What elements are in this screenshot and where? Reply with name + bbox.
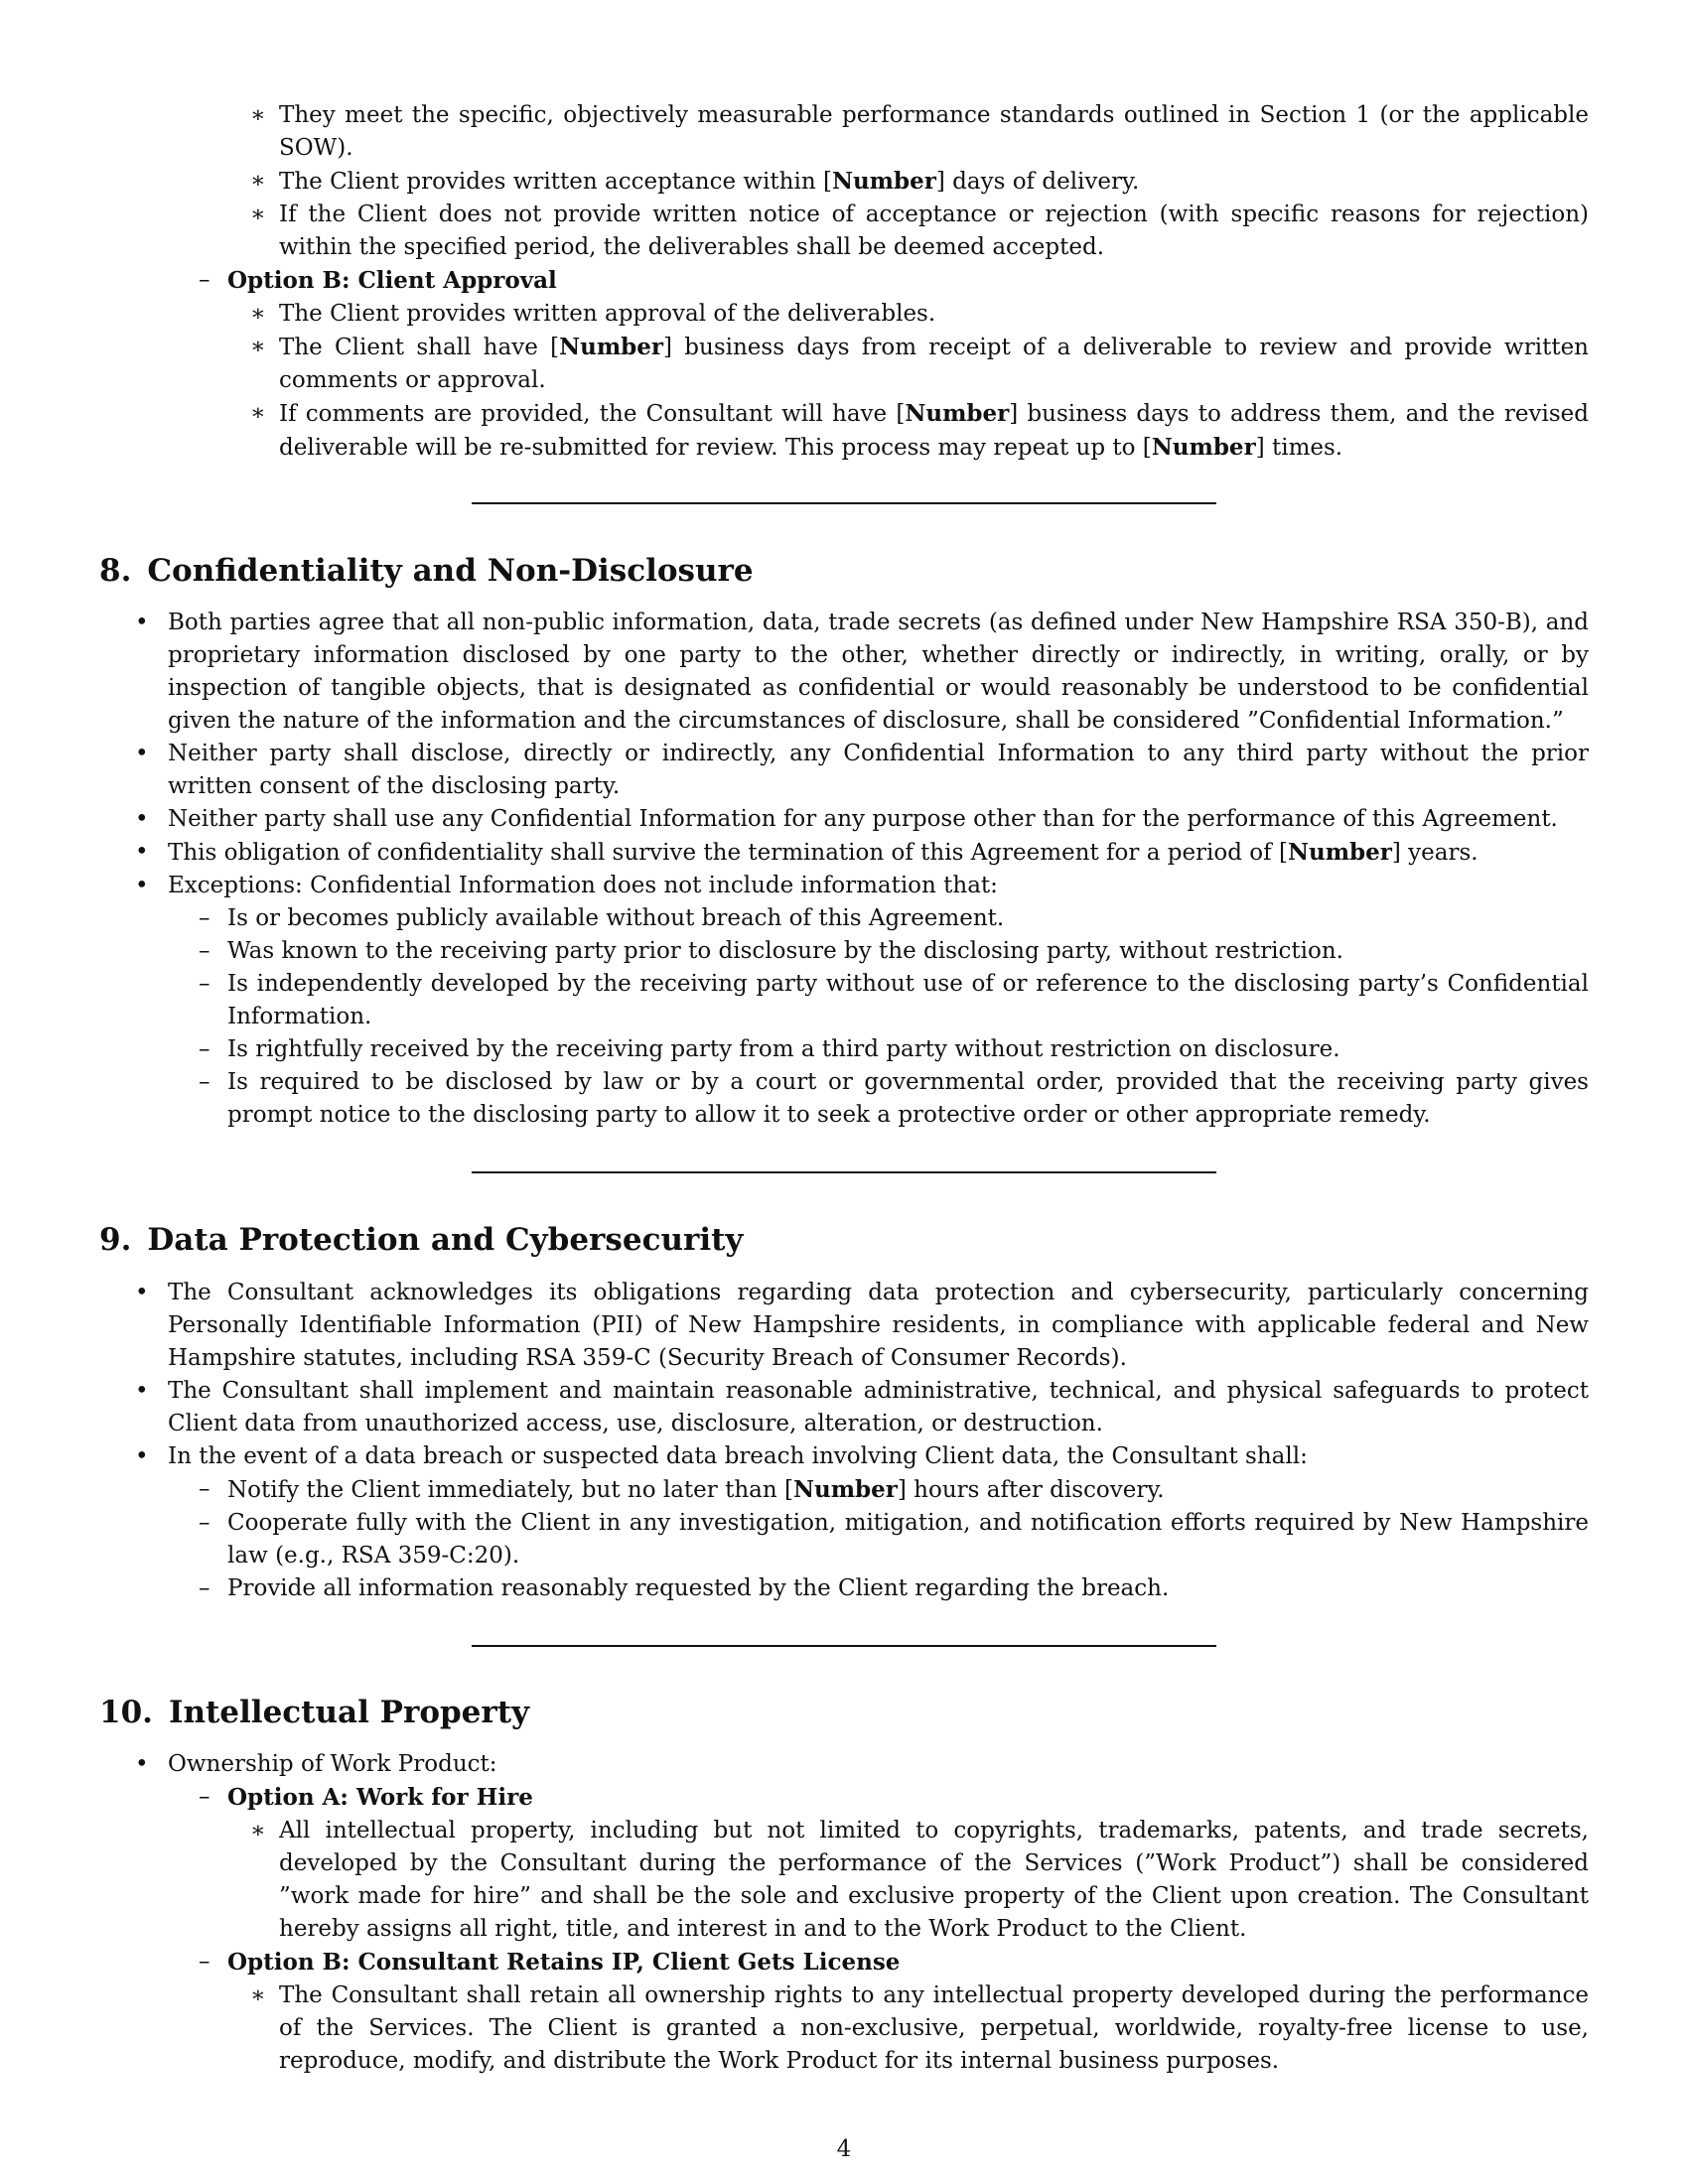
list-item: • The Consultant acknowledges its obligations regarding data protection and cybersecurity, particularly concerning Personally Identifiable Information (PII) of New Hampshire residents, in compliance with applicable federal and New Hampshire statutes, including RSA 359-C (Security Breach of Consumer Records). [99,1277,1589,1375]
list-item: – Is or becomes publicly available without breach of this Agreement. [99,902,1589,935]
list-item: • In the event of a data breach or suspected data breach involving Client data, the Consultant shall: [99,1440,1589,1473]
bullet: • [135,1751,149,1777]
list-item: ∗ All intellectual property, including but not limited to copyrights, trademarks, patents, and trade secrets, developed by the Consultant during the performance of the Services (”Work Product”) shall be considered ”work made for hire” and shall be the sole and exclusive property of the Client upon creation. The Consultant hereby assigns all right, title, and interest in and to the Work Product to the Client. [99,1815,1589,1946]
section-9-heading: 9. Data Protection and Cybersecurity [99,1222,744,1258]
page-number: 4 [836,2136,852,2162]
acceptance-criteria-block [99,99,1589,465]
list-item: – Notify the Client immediately, but no later than [Number] hours after discovery. [99,1473,1589,1507]
list-item: ∗ They meet the specific, objectively measurable performance standards outlined in Section 1 (or the applicable SOW). [99,99,1589,165]
list-item: – Is required to be disclosed by law or by a court or governmental order, provided that the receiving party gives prompt notice to the disclosing party to allow it to seek a protective order or other appropriate remedy. [99,1066,1589,1132]
section-divider [472,502,1216,504]
bullet: • [135,1280,149,1305]
dash-bullet: – [199,1069,211,1095]
list-item: • Both parties agree that all non-public information, data, trade secrets (as defined under New Hampshire RSA 350-B), and proprietary information disclosed by one party to the other, whether directly or indirectly, in writing, orally, or by inspection of tangible objects, that is designated as confidential or would reasonably be understood to be confidential given the nature of the information and the circumstances of disclosure, shall be considered ”Confidential Information.” [99,607,1589,738]
bullet: • [135,873,149,898]
section-10-body [99,1748,1589,2078]
asterisk-bullet: ∗ [250,301,266,327]
bullet: • [135,741,149,766]
asterisk-bullet: ∗ [250,334,266,359]
asterisk-bullet: ∗ [250,202,266,227]
bullet: • [135,839,149,865]
section-10-heading: 10. Intellectual Property [99,1695,530,1730]
option-heading: – Option B: Consultant Retains IP, Client Gets License [99,1946,1589,1979]
section-divider [472,1645,1216,1647]
dash-bullet: – [199,1036,211,1062]
section-8-heading: 8. Confidentiality and Non-Disclosure [99,553,754,589]
section-9-body [99,1277,1589,1605]
list-item: • Exceptions: Confidential Information does not include information that: [99,870,1589,902]
list-item: – Provide all information reasonably requested by the Client regarding the breach. [99,1572,1589,1605]
option-heading: – Option B: Client Approval [99,264,1589,298]
dash-bullet: – [199,1510,211,1536]
option-heading: – Option A: Work for Hire [99,1781,1589,1815]
asterisk-bullet: ∗ [250,1818,266,1843]
dash-bullet: – [199,1784,211,1810]
asterisk-bullet: ∗ [250,1982,266,2008]
list-item: ∗ The Client shall have [Number] business days from receipt of a deliverable to review and provide written comments or approval. [99,331,1589,397]
dash-bullet: – [199,267,211,293]
list-item: • Neither party shall use any Confidential Information for any purpose other than for the performance of this Agreement. [99,803,1589,836]
list-item: ∗ The Consultant shall retain all ownership rights to any intellectual property developed during the performance of the Services. The Client is granted a non-exclusive, perpetual, worldwide, royalty-free license to use, reproduce, modify, and distribute the Work Product for its internal business purposes. [99,1979,1589,2078]
dash-bullet: – [199,1949,211,1975]
asterisk-bullet: ∗ [250,400,266,426]
bullet: • [135,806,149,832]
bullet: • [135,610,149,635]
list-item: – Cooperate fully with the Client in any investigation, mitigation, and notification efforts required by New Hampshire law (e.g., RSA 359-C:20). [99,1507,1589,1572]
list-item: • Ownership of Work Product: [99,1748,1589,1781]
list-item: ∗ If the Client does not provide written notice of acceptance or rejection (with specific reasons for rejection) within the specified period, the deliverables shall be deemed accepted. [99,199,1589,264]
dash-bullet: – [199,905,211,931]
asterisk-bullet: ∗ [250,168,266,194]
list-item: ∗ The Client provides written approval of the deliverables. [99,298,1589,331]
list-item: – Is rightfully received by the receiving party from a third party without restriction on disclosure. [99,1033,1589,1066]
section-8-body [99,607,1589,1132]
list-item: • The Consultant shall implement and maintain reasonable administrative, technical, and physical safeguards to protect Client data from unauthorized access, use, disclosure, alteration, or destruction. [99,1375,1589,1440]
dash-bullet: – [199,1476,211,1502]
dash-bullet: – [199,971,211,997]
list-item: • Neither party shall disclose, directly or indirectly, any Confidential Information to any third party without the prior written consent of the disclosing party. [99,738,1589,803]
list-item: – Is independently developed by the receiving party without use of or reference to the disclosing party’s Confidential Information. [99,968,1589,1033]
bullet: • [135,1378,149,1404]
bullet: • [135,1443,149,1469]
list-item: • This obligation of confidentiality shall survive the termination of this Agreement for a period of [Number] years. [99,836,1589,870]
dash-bullet: – [199,1575,211,1601]
list-item: ∗ If comments are provided, the Consultant will have [Number] business days to address them, and the revised deliverable will be re-submitted for review. This process may repeat up to [Number] times. [99,397,1589,465]
asterisk-bullet: ∗ [250,102,266,128]
dash-bullet: – [199,938,211,964]
list-item: ∗ The Client provides written acceptance within [Number] days of delivery. [99,165,1589,199]
section-divider [472,1171,1216,1173]
list-item: – Was known to the receiving party prior to disclosure by the disclosing party, without restriction. [99,935,1589,968]
